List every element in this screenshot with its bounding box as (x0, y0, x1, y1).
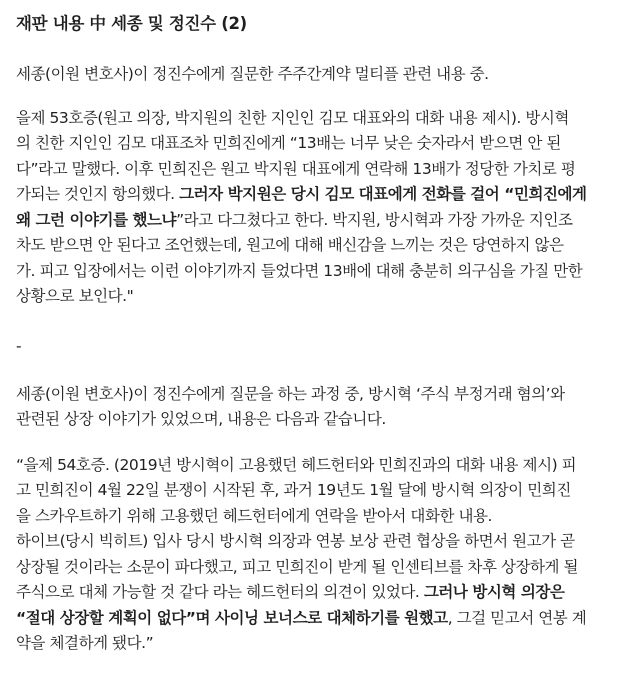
text-segment: ”라고 다그쳤다고 한다. 박지원, 방시혁과 가장 가까운 지인조 (176, 210, 573, 229)
text-line (16, 182, 624, 208)
bold-segment: 그러나 방시혁 의장은 (423, 583, 565, 601)
text-line: 고 민희진이 4월 22일 분쟁이 시작된 후, 과거 19년도 1월 달에 방시혁 의장이 민희진 (16, 481, 571, 499)
text-line: 을 스카우트하기 위해 고용했던 헤드헌터에게 연락을 받아서 대화한 내용. (16, 506, 492, 525)
text-line: 세종(이원 변호사)이 정진수에게 질문한 주주간계약 멀티플 관련 내용 중. (16, 65, 489, 83)
text-segment: , 그걸 믿고서 연봉 계 (447, 608, 587, 627)
text-line (16, 606, 624, 632)
text-segment: 주식으로 대체 가능할 것 같다 라는 헤드헌터의 의견이 있었다. (16, 583, 424, 601)
intro-paragraph-1 (16, 62, 624, 88)
text-line (16, 580, 624, 606)
intro-paragraph-2 (16, 382, 624, 433)
text-line: 상황으로 보인다." (16, 287, 134, 305)
text-line: 세종(이원 변호사)이 정진수에게 질문을 하는 과정 중, 방시혁 ‘주식 부정거래 혐의’와 (16, 384, 565, 403)
text-line: 가. 피고 입장에서는 이런 이야기까지 들었다면 13배에 대해 충분히 의구심을 가질 만한 (16, 261, 583, 280)
exhibit-54-paragraph (16, 453, 624, 657)
text-line: 상장될 것이라는 소문이 파다했고, 피고 민희진이 받게 될 인센티브를 차후 상장하게 될 (16, 557, 579, 576)
text-line: 을제 53호증(원고 의장, 박지원의 친한 지인인 김모 대표와의 대화 내용 제시). 방시혁 (16, 108, 569, 127)
bold-segment: 그러자 박지원은 당시 김모 대표에게 전화를 걸어 “민희진에게 (179, 185, 587, 203)
text-line: 관련된 상장 이야기가 있었으며, 내용은 다음과 같습니다. (16, 410, 386, 428)
bold-segment: “절대 상장할 계획이 없다”며 사이닝 보너스로 대체하기를 원했고 (16, 608, 448, 627)
text-line: “을제 54호증. (2019년 방시혁이 고용했던 헤드헌터와 민희진과의 대화 내용 제시) 피 (16, 455, 577, 474)
text-line: 다”라고 말했다. 이후 민희진은 원고 박지원 대표에게 연락해 13배가 정당한 가치로 평 (16, 159, 576, 178)
text-line: 차도 받으면 안 된다고 조언했는데, 원고에 대해 배신감을 느끼는 것은 당연하지 않은 (16, 236, 564, 254)
text-segment: 가되는 것인지 항의했다. (16, 185, 180, 203)
bold-segment: 왜 그런 이야기를 했느냐 (16, 210, 177, 229)
exhibit-53-paragraph (16, 106, 624, 310)
article-title: 재판 내용 中 세종 및 정진수 (2) (16, 14, 247, 33)
separator-dash: - (16, 336, 22, 355)
text-line: 의 친한 지인인 김모 대표조차 민희진에게 “13배는 너무 낮은 숫자라서 받으면 안 된 (16, 134, 561, 152)
text-line (16, 208, 624, 234)
text-line: 약을 체결하게 됐다.” (16, 634, 154, 652)
text-line: 하이브(당시 빅히트) 입사 당시 방시혁 의장과 연봉 보상 관련 협상을 하면서 원고가 곧 (16, 532, 575, 550)
